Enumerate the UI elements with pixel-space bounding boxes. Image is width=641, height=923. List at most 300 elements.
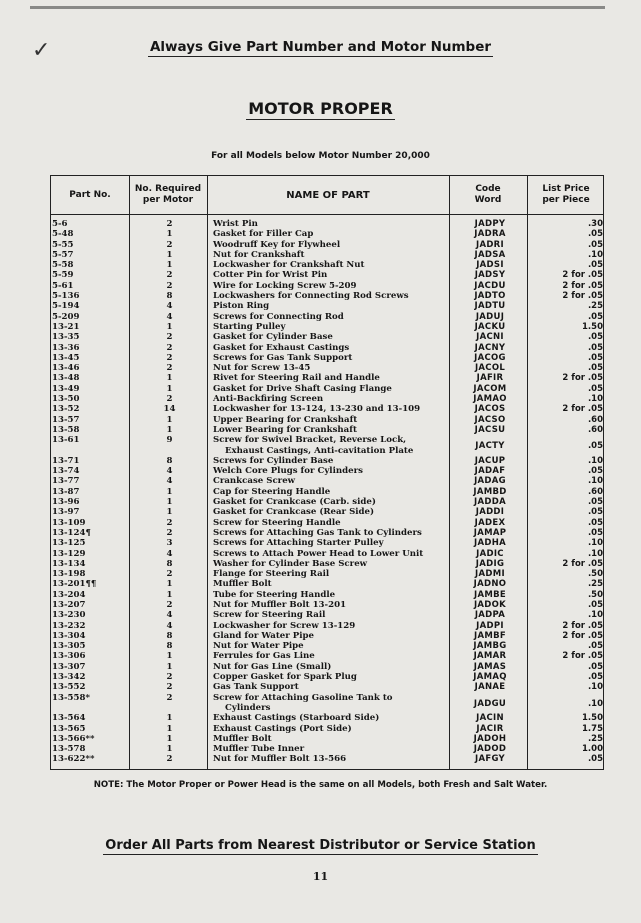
code-word: JAMBD <box>473 486 507 497</box>
list-price: .25 <box>587 579 603 590</box>
list-price: 2 for .05 <box>562 291 603 302</box>
quantity-required: 2 <box>166 219 173 229</box>
code-word: JADTO <box>474 291 506 302</box>
page-header-text: Always Give Part Number and Motor Number <box>149 39 492 55</box>
table-row <box>51 291 603 301</box>
part-number: 5-194 <box>52 301 80 312</box>
section-subtitle: For all Models below Motor Number 20,000 <box>211 151 430 161</box>
part-name-line: Nut for Crankshaft <box>213 249 305 260</box>
list-price: 1.75 <box>582 723 603 734</box>
part-name <box>213 415 449 425</box>
part-name-line: Lockwashers for Connecting Rod Screws <box>213 291 409 302</box>
list-price: .25 <box>587 301 603 312</box>
quantity-required: 4 <box>166 311 173 322</box>
quantity-required: 1 <box>166 373 173 384</box>
list-price: .50 <box>587 569 603 580</box>
footer-banner <box>0 838 641 853</box>
table-row <box>51 754 603 764</box>
part-name <box>213 466 449 476</box>
quantity-required: 1 <box>166 321 173 332</box>
part-name-line: Nut for Gas Line (Small) <box>213 661 332 672</box>
part-name-line: Nut for Screw 13-45 <box>213 363 311 374</box>
part-number: 5-59 <box>52 270 74 281</box>
quantity-required: 8 <box>166 455 173 466</box>
table-row <box>51 610 603 620</box>
quantity-required: 2 <box>166 270 173 281</box>
part-name <box>213 734 449 744</box>
part-name <box>213 260 449 270</box>
list-price: .05 <box>587 497 603 508</box>
table-row <box>51 435 603 456</box>
part-number: 13-230 <box>52 610 86 621</box>
list-price: .05 <box>587 342 603 353</box>
list-price: .05 <box>587 754 603 765</box>
part-name-line: Lower Bearing for Crankshaft <box>213 424 357 435</box>
part-name <box>213 229 449 239</box>
part-name <box>213 579 449 589</box>
table-row <box>51 270 603 280</box>
part-name <box>213 559 449 569</box>
quantity-required: 1 <box>166 723 173 734</box>
code-word: JACIN <box>476 713 504 724</box>
part-name-line: Tube for Steering Handle <box>213 589 336 600</box>
list-price: 2 for .05 <box>562 651 603 662</box>
table-row <box>51 744 603 754</box>
column-header-qty-line2: per Motor <box>142 195 194 205</box>
column-header-name-text: NAME OF PART <box>286 189 370 201</box>
part-number: 13-57 <box>52 414 80 425</box>
header-divider <box>51 214 603 215</box>
part-number: 13-564 <box>52 713 86 724</box>
table-row <box>51 724 603 734</box>
part-name-line: Screws for Attaching Gas Tank to Cylinders <box>213 527 422 538</box>
quantity-required: 4 <box>166 476 173 487</box>
code-word: JADUJ <box>475 311 505 322</box>
part-name-line: Exhaust Castings (Port Side) <box>213 723 352 734</box>
table-row <box>51 621 603 631</box>
part-name <box>213 754 449 764</box>
list-price: 2 for .05 <box>562 373 603 384</box>
part-number: 13-71 <box>52 455 80 466</box>
part-number: 13-306 <box>52 651 86 662</box>
quantity-required: 8 <box>166 291 173 302</box>
part-name-line: Nut for Muffler Bolt 13-566 <box>213 754 347 765</box>
code-word: JADPA <box>474 610 506 621</box>
table-row <box>51 466 603 476</box>
part-name-line: Screw for Attaching Gasoline Tank to <box>213 692 393 703</box>
list-price: .60 <box>587 414 603 425</box>
quantity-required: 1 <box>166 383 173 394</box>
table-row <box>51 301 603 311</box>
part-name <box>213 270 449 280</box>
code-word: JADAG <box>474 476 506 487</box>
part-name-line: Copper Gasket for Spark Plug <box>213 672 357 683</box>
part-number: 13-46 <box>52 363 80 374</box>
list-price: .50 <box>587 589 603 600</box>
part-name <box>213 693 449 714</box>
section-title-text: MOTOR PROPER <box>248 99 393 118</box>
quantity-required: 2 <box>166 754 173 765</box>
part-name <box>213 425 449 435</box>
part-name <box>213 281 449 291</box>
part-number: 13-35 <box>52 332 80 343</box>
table-row <box>51 456 603 466</box>
part-name-line: Lockwasher for Screw 13-129 <box>213 620 356 631</box>
code-word: JAMBF <box>474 630 506 641</box>
list-price: 2 for .05 <box>562 558 603 569</box>
part-name-line: Gland for Water Pipe <box>213 630 315 641</box>
column-header-price <box>527 176 605 214</box>
table-row <box>51 518 603 528</box>
quantity-required: 8 <box>166 641 173 652</box>
table-row <box>51 497 603 507</box>
code-word: JAMAO <box>473 394 507 405</box>
part-number: 13-201¶¶ <box>52 579 97 590</box>
code-word: JAMAQ <box>473 672 507 683</box>
list-price: 2 for .05 <box>562 404 603 415</box>
part-name <box>213 713 449 723</box>
part-name-line: Gasket for Exhaust Castings <box>213 342 350 353</box>
quantity-required: 1 <box>166 651 173 662</box>
code-word: JADHA <box>474 538 506 549</box>
list-price: .05 <box>587 383 603 394</box>
part-name <box>213 682 449 692</box>
part-name-line: Screw for Steering Handle <box>213 517 341 528</box>
quantity-required: 4 <box>166 301 173 312</box>
table-row <box>51 487 603 497</box>
part-number: 13-198 <box>52 569 86 580</box>
part-name-line: Flange for Steering Rail <box>213 569 330 580</box>
code-word: JADEX <box>474 517 506 528</box>
part-number: 13-49 <box>52 383 80 394</box>
list-price: .05 <box>587 672 603 683</box>
table-row <box>51 363 603 373</box>
part-name-continuation: Cylinders <box>225 702 271 713</box>
part-name <box>213 631 449 641</box>
table-row <box>51 713 603 723</box>
table-row <box>51 384 603 394</box>
code-word: JACOL <box>474 363 506 374</box>
list-price: .25 <box>587 733 603 744</box>
part-number: 13-124¶ <box>52 527 91 538</box>
table-row <box>51 353 603 363</box>
part-number: 5-209 <box>52 311 80 322</box>
part-number: 13-565 <box>52 723 86 734</box>
column-header-code-line1: Code <box>475 184 501 194</box>
code-word: JACSU <box>474 424 506 435</box>
table-row <box>51 219 603 229</box>
code-word: JADPI <box>476 620 504 631</box>
list-price: 1.50 <box>582 713 603 724</box>
part-name-line: Screws to Attach Power Head to Lower Unit <box>213 548 424 559</box>
quantity-required: 2 <box>166 692 173 703</box>
code-word: JAMBG <box>473 641 507 652</box>
code-word: JACUP <box>474 455 506 466</box>
code-word: JAMAR <box>473 651 507 662</box>
list-price: .05 <box>587 527 603 538</box>
part-number: 13-61 <box>52 435 80 446</box>
part-number: 13-48 <box>52 373 80 384</box>
quantity-required: 2 <box>166 569 173 580</box>
part-number: 13-50 <box>52 394 80 405</box>
part-name <box>213 518 449 528</box>
code-word: JADMI <box>475 569 505 580</box>
list-price: .05 <box>587 517 603 528</box>
part-number: 13-109 <box>52 517 86 528</box>
table-row <box>51 641 603 651</box>
code-word: JADIC <box>476 548 504 559</box>
quantity-required: 2 <box>166 280 173 291</box>
table-row <box>51 281 603 291</box>
quantity-required: 2 <box>166 332 173 343</box>
part-number: 13-74 <box>52 466 80 477</box>
part-number: 13-558* <box>52 692 90 703</box>
part-name-line: Gasket for Filler Cap <box>213 229 314 240</box>
quantity-required: 2 <box>166 527 173 538</box>
part-name <box>213 435 449 456</box>
part-name <box>213 507 449 517</box>
list-price: .10 <box>587 698 603 709</box>
list-price: .10 <box>587 394 603 405</box>
part-number: 13-96 <box>52 497 80 508</box>
table-row <box>51 693 603 714</box>
part-name-line: Gasket for Cylinder Base <box>213 332 333 343</box>
part-number: 13-342 <box>52 672 86 683</box>
part-name <box>213 744 449 754</box>
quantity-required: 1 <box>166 744 173 755</box>
part-name <box>213 322 449 332</box>
column-header-qty <box>129 176 207 214</box>
table-row <box>51 734 603 744</box>
part-number: 13-204 <box>52 589 86 600</box>
part-number: 13-45 <box>52 352 80 363</box>
table-row <box>51 672 603 682</box>
part-name <box>213 476 449 486</box>
part-name-line: Washer for Cylinder Base Screw <box>213 558 368 569</box>
part-name-line: Lockwasher for 13-124, 13-230 and 13-109 <box>213 404 421 415</box>
part-name-line: Muffler Bolt <box>213 579 272 590</box>
part-number: 13-125 <box>52 538 86 549</box>
part-name-line: Upper Bearing for Crankshaft <box>213 414 358 425</box>
quantity-required: 1 <box>166 497 173 508</box>
part-number: 5-48 <box>52 229 74 240</box>
table-row <box>51 343 603 353</box>
quantity-required: 2 <box>166 599 173 610</box>
quantity-required: 4 <box>166 466 173 477</box>
part-number: 13-77 <box>52 476 80 487</box>
part-name-line: Nut for Water Pipe <box>213 641 304 652</box>
code-word: JADDI <box>475 507 505 518</box>
part-number: 13-307 <box>52 661 86 672</box>
column-header-code <box>449 176 527 214</box>
list-price: .05 <box>587 599 603 610</box>
part-name-line: Anti-Backfiring Screen <box>213 394 324 405</box>
code-word: JACDU <box>474 280 506 291</box>
quantity-required: 2 <box>166 363 173 374</box>
quantity-required: 1 <box>166 733 173 744</box>
part-name <box>213 219 449 229</box>
part-number: 13-134 <box>52 558 86 569</box>
table-row <box>51 476 603 486</box>
list-price: .05 <box>587 352 603 363</box>
part-name-line: Gasket for Crankcase (Rear Side) <box>213 507 375 518</box>
table-row <box>51 549 603 559</box>
code-word: JANAE <box>474 682 506 693</box>
part-name <box>213 353 449 363</box>
quantity-required: 1 <box>166 661 173 672</box>
code-word: JADNO <box>473 579 507 590</box>
list-price: .10 <box>587 548 603 559</box>
code-word: JADSI <box>476 260 504 271</box>
code-word: JACIR <box>476 723 504 734</box>
part-name <box>213 384 449 394</box>
part-name-line: Piston Ring <box>213 301 270 312</box>
quantity-required: 4 <box>166 548 173 559</box>
part-name <box>213 538 449 548</box>
part-name-line: Rivet for Steering Rail and Handle <box>213 373 380 384</box>
part-name <box>213 404 449 414</box>
code-word: JACKU <box>474 321 506 332</box>
list-price: .05 <box>587 260 603 271</box>
part-number: 13-21 <box>52 321 80 332</box>
part-name <box>213 549 449 559</box>
part-name-line: Screw for Steering Rail <box>213 610 326 621</box>
part-name-line: Screws for Attaching Starter Pulley <box>213 538 384 549</box>
code-word: JACNY <box>474 342 506 353</box>
quantity-required: 2 <box>166 517 173 528</box>
quantity-required: 9 <box>166 435 173 446</box>
code-word: JADIG <box>475 558 505 569</box>
code-word: JACNI <box>476 332 504 343</box>
code-word: JADOH <box>473 733 507 744</box>
part-number: 5-58 <box>52 260 74 271</box>
list-price: 2 for .05 <box>562 620 603 631</box>
footnote: NOTE: The Motor Proper or Power Head is the same on all Models, both Fresh and Salt Water. <box>93 780 548 790</box>
quantity-required: 1 <box>166 414 173 425</box>
part-name-line: Exhaust Castings (Starboard Side) <box>213 713 380 724</box>
quantity-required: 1 <box>166 260 173 271</box>
quantity-required: 2 <box>166 352 173 363</box>
table-row <box>51 394 603 404</box>
part-name <box>213 610 449 620</box>
table-row <box>51 229 603 239</box>
quantity-required: 1 <box>166 589 173 600</box>
list-price: .30 <box>587 219 603 229</box>
part-name <box>213 312 449 322</box>
code-word: JACSO <box>474 414 506 425</box>
part-name <box>213 600 449 610</box>
column-header-code-line2: Word <box>474 195 502 205</box>
quantity-required: 1 <box>166 249 173 260</box>
table-row <box>51 579 603 589</box>
quantity-required: 4 <box>166 620 173 631</box>
part-name <box>213 301 449 311</box>
table-row <box>51 651 603 661</box>
part-name-line: Lockwasher for Crankshaft Nut <box>213 260 365 271</box>
part-name-line: Wrist Pin <box>213 219 258 229</box>
part-number: 13-207 <box>52 599 86 610</box>
code-word: JAFIR <box>476 373 504 384</box>
quantity-required: 2 <box>166 239 173 250</box>
quantity-required: 2 <box>166 672 173 683</box>
part-name-line: Muffler Tube Inner <box>213 744 305 755</box>
code-word: JADDA <box>474 497 506 508</box>
code-word: JADSA <box>474 249 506 260</box>
part-name <box>213 590 449 600</box>
part-name <box>213 641 449 651</box>
table-row <box>51 425 603 435</box>
part-number: 5-136 <box>52 291 80 302</box>
part-name-line: Cotter Pin for Wrist Pin <box>213 270 328 281</box>
part-name <box>213 250 449 260</box>
part-name-line: Woodruff Key for Flywheel <box>213 239 341 250</box>
list-price: .05 <box>587 441 603 452</box>
part-name <box>213 456 449 466</box>
table-row <box>51 559 603 569</box>
checkmark-icon: ✓ <box>32 38 51 63</box>
table-row <box>51 260 603 270</box>
code-word: JADRI <box>475 239 504 250</box>
quantity-required: 2 <box>166 394 173 405</box>
column-header-price-line2: per Piece <box>542 195 590 205</box>
code-word: JADOD <box>473 744 507 755</box>
list-price: 2 for .05 <box>562 280 603 291</box>
part-name <box>213 724 449 734</box>
part-number: 13-232 <box>52 620 86 631</box>
table-row <box>51 528 603 538</box>
part-number: 5-61 <box>52 280 74 291</box>
part-name-line: Wire for Locking Screw 5-209 <box>213 280 357 291</box>
code-word: JAFGY <box>475 754 505 765</box>
part-name-line: Screws for Connecting Rod <box>213 311 344 322</box>
list-price: .10 <box>587 249 603 260</box>
code-word: JACOM <box>473 383 507 394</box>
part-name-line: Muffler Bolt <box>213 733 272 744</box>
part-name <box>213 621 449 631</box>
list-price: .05 <box>587 507 603 518</box>
table-row <box>51 373 603 383</box>
scan-edge-bar <box>30 6 605 9</box>
list-price: .10 <box>587 682 603 693</box>
part-number: 13-304 <box>52 630 86 641</box>
part-name-line: Nut for Muffler Bolt 13-201 <box>213 599 347 610</box>
part-number: 13-305 <box>52 641 86 652</box>
part-name <box>213 291 449 301</box>
code-word: JADRA <box>474 229 506 240</box>
quantity-required: 1 <box>166 713 173 724</box>
code-word: JADOK <box>473 599 507 610</box>
part-name-line: Screws for Cylinder Base <box>213 455 334 466</box>
table-body <box>51 219 603 765</box>
part-name-line: Gas Tank Support <box>213 682 299 693</box>
list-price: .10 <box>587 538 603 549</box>
code-word: JADSY <box>474 270 506 281</box>
table-row <box>51 569 603 579</box>
table-row <box>51 240 603 250</box>
quantity-required: 4 <box>166 610 173 621</box>
code-word: JADPY <box>474 219 506 229</box>
list-price: .05 <box>587 239 603 250</box>
column-header-name <box>207 176 449 214</box>
part-number: 13-129 <box>52 548 86 559</box>
code-word: JACOG <box>474 352 506 363</box>
table-row <box>51 312 603 322</box>
part-number: 5-55 <box>52 239 74 250</box>
part-name <box>213 497 449 507</box>
table-row <box>51 507 603 517</box>
part-number: 5-6 <box>52 219 68 229</box>
code-word: JAMBE <box>474 589 506 600</box>
